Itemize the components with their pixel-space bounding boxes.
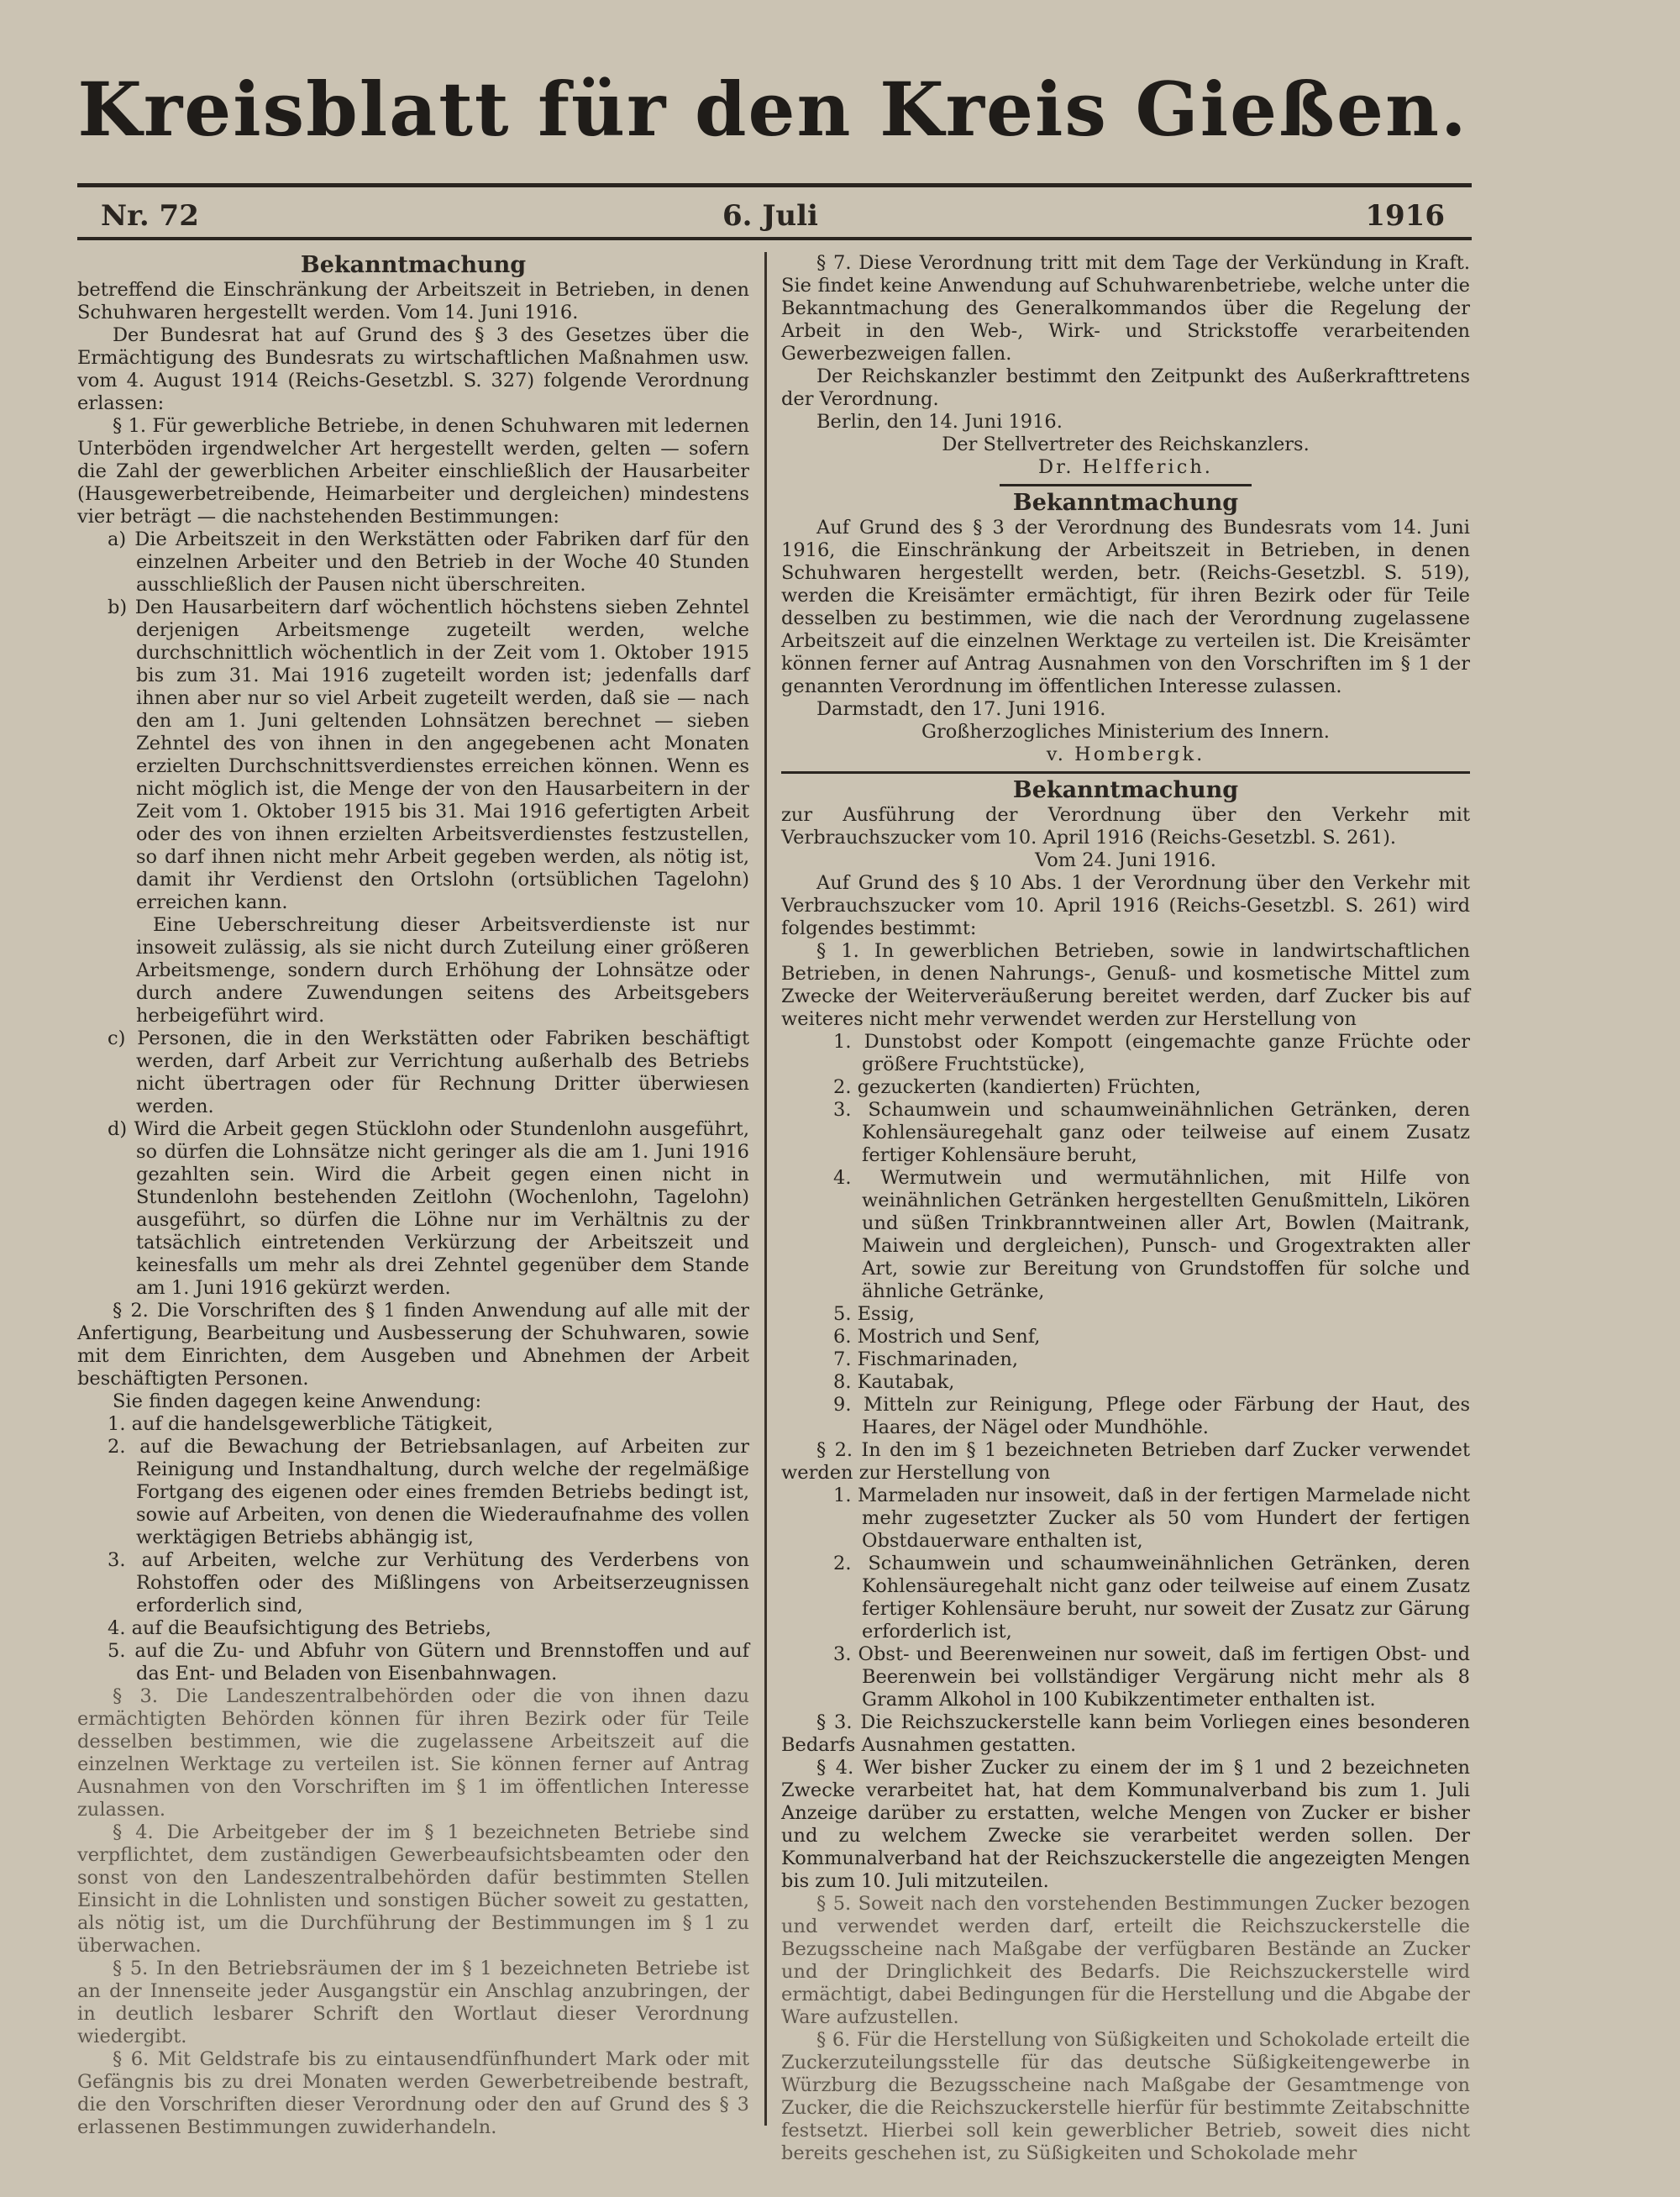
column-divider	[764, 252, 767, 2126]
section-rule	[1000, 484, 1252, 486]
list-item: 5. Essig,	[833, 1303, 915, 1325]
issue-year: 1916	[1365, 199, 1445, 233]
signature-name: Dr. Helfferich.	[1038, 456, 1213, 478]
list-item: 2. gezuckerten (kandierten) Früchten,	[833, 1076, 1201, 1098]
list-item: 3. Schaumwein und schaumweinähnlichen Getränken, deren Kohlensäuregehalt ganz oder teilweise auf einem Zusatz fertiger Kohlensäure beruht,	[833, 1099, 1470, 1166]
paragraph: § 5. Soweit nach den vorstehenden Bestimmungen Zucker bezogen und verwendet werden darf, erteilt die Reichszuckerstelle die Bezugsscheine nach Maßgabe der verfügbaren Bestände an Zucker und der Dringlichkeit des Bedarfs. Die Reichszuckerstelle wird ermächtigt, dabei Bedingungen für die Herstellung und die Abgabe der Ware aufzustellen.	[781, 1893, 1470, 2028]
paragraph: Sie finden dagegen keine Anwendung:	[113, 1390, 482, 1412]
paragraph: Der Reichskanzler bestimmt den Zeitpunkt des Außerkrafttretens der Verordnung.	[781, 365, 1470, 410]
list-item: a) Die Arbeitszeit in den Werkstätten oder Fabriken darf für den einzelnen Arbeiter und den Betrieb in der Woche 40 Stunden ausschließlich der Pausen nicht überschreiten.	[108, 528, 749, 596]
list-item: c) Personen, die in den Werkstätten oder Fabriken beschäftigt werden, darf Arbeit zur Verrichtung außerhalb des Betriebs nicht übertragen oder für Rechnung Dritter überwiesen werden.	[108, 1028, 749, 1117]
paragraph: § 7. Diese Verordnung tritt mit dem Tage der Verkündung in Kraft. Sie findet keine Anwendung auf Schuhwarenbetriebe, welche unter die Bekanntmachung des Generalkommandos über die Regelung der Arbeit in den Web-, Wirk- und Strickstoffe verarbeitenden Gewerbezweigen fallen.	[781, 252, 1470, 365]
list-item: b) Den Hausarbeitern darf wöchentlich höchstens sieben Zehntel derjenigen Arbeitsmenge zugeteilt werden, welche durchschnittlich wöchentlich in der Zeit vom 1. Oktober 1915 bis zum 31. Mai 1916 zugeteilt worden ist; jedenfalls darf ihnen aber nur so viel Arbeit zugeteilt werden, daß sie — nach den am 1. Juni geltenden Lohnsätzen berechnet — sieben Zehntel des von ihnen in den angegebenen acht Monaten erzielten Durchschnittsverdienstes erreichen können. Wenn es nicht möglich ist, die Menge der von den Hausarbeitern in der Zeit vom 1. Oktober 1915 bis 31. Mai 1916 gefertigten Arbeit oder des von ihnen erzielten Arbeitsverdienstes festzustellen, so darf ihnen nicht mehr Arbeit gegeben werden, als nötig ist, damit ihr Verdienst den Ortslohn (ortsüblichen Tagelohn) erreichen kann.	[108, 597, 749, 913]
dateline: Berlin, den 14. Juni 1916.	[816, 411, 1063, 433]
notice-date: Vom 24. Juni 1916.	[1035, 849, 1216, 871]
paragraph: § 2. Die Vorschriften des § 1 finden Anwendung auf alle mit der Anfertigung, Bearbeitung und Ausbesserung der Schuhwaren, sowie mit dem Einrichten, dem Ausgeben und Abnehmen der Arbeit beschäftigten Personen.	[77, 1300, 749, 1390]
list-item: 4. Wermutwein und wermutähnlichen, mit Hilfe von weinähnlichen Getränken hergestellten Genußmitteln, Likören und süßen Trinkbranntweinen aller Art, Bowlen (Maitrank, Maiwein und dergleichen), Punsch- und Grogextrakten aller Art, sowie zur Bereitung von Grundstoffen für solche und ähnliche Getränke,	[833, 1167, 1470, 1302]
paragraph: § 6. Für die Herstellung von Süßigkeiten und Schokolade erteilt die Zuckerzuteilungsstelle für das deutsche Süßigkeitengewerbe in Würzburg die Bezugsscheine nach Maßgabe der Gesamtmenge von Zucker, die die Reichszuckerstelle hierfür für bestimmte Zeitabschnitte festsetzt. Hierbei soll kein gewerblicher Betrieb, soweit dies nicht bereits geschehen ist, zu Süßigkeiten und Schokolade mehr	[781, 2029, 1470, 2164]
list-item: 5. auf die Zu- und Abfuhr von Gütern und Brennstoffen und auf das Ent- und Beladen von Eisenbahnwagen.	[108, 1640, 749, 1685]
list-item: 8. Kautabak,	[833, 1371, 955, 1393]
list-item: 1. Dunstobst oder Kompott (eingemachte ganze Früchte oder größere Fruchtstücke),	[833, 1031, 1470, 1075]
paragraph: § 3. Die Landeszentralbehörden oder die von ihnen dazu ermächtigten Behörden können für ihren Bezirk oder für Teile desselben bestimmen, wie die zugelassene Arbeitszeit auf die einzelnen Werktage zu verteilen ist. Sie können ferner auf Antrag Ausnahmen von den Vorschriften im § 1 im öffentlichen Interesse zulassen.	[77, 1685, 749, 1821]
list-item: 3. auf Arbeiten, welche zur Verhütung des Verderbens von Rohstoffen oder des Mißlingens von Arbeitserzeugnissen erforderlich sind,	[108, 1549, 749, 1616]
paragraph: Auf Grund des § 3 der Verordnung des Bundesrats vom 14. Juni 1916, die Einschränkung der Arbeitszeit in Betrieben, in denen Schuhwaren hergestellt werden, betr. (Reichs-Gesetzbl. S. 519), werden die Kreisämter ermächtigt, für ihren Bezirk oder für Teile desselben zu bestimmen, wie die nach der Verordnung zugelassene Arbeitszeit auf die einzelnen Werktage zu verteilen ist. Die Kreisämter können ferner auf Antrag Ausnahmen von den Vorschriften im § 1 der genannten Verordnung im öffentlichen Interesse zulassen.	[781, 517, 1470, 697]
left-column	[77, 252, 749, 2139]
issue-rule	[77, 237, 1472, 240]
notice-heading: Bekanntmachung	[1012, 777, 1239, 803]
list-item: d) Wird die Arbeit gegen Stücklohn oder Stundenlohn ausgeführt, so dürfen die Lohnsätze nicht geringer als die am 1. Juni 1916 gezahlten sein. Wird die Arbeit gegen einen nicht in Stundenlohn bestehenden Zeitlohn (Wochenlohn, Tagelohn) ausgeführt, so dürfen die Löhne nur im Verhältnis zu der tatsächlich eintretenden Verkürzung der Arbeitszeit und keinesfalls um mehr als drei Zehntel gegenüber dem Stande am 1. Juni 1916 gekürzt werden.	[108, 1118, 749, 1299]
paragraph: § 6. Mit Geldstrafe bis zu eintausendfünfhundert Mark oder mit Gefängnis bis zu drei Monaten werden Gewerbetreibende bestraft, die den Vorschriften dieser Verordnung oder den auf Grund des § 3 erlassenen Bestimmungen zuwiderhandeln.	[77, 2048, 749, 2138]
section-rule	[781, 771, 1470, 774]
list-item: 2. auf die Bewachung der Betriebsanlagen, auf Arbeiten zur Reinigung und Instandhaltung, durch welche der regelmäßige Fortgang des eigenen oder eines fremden Betriebs bedingt ist, sowie auf Arbeiten, von denen die Wiederaufnahme des vollen werktägigen Betriebs abhängig ist,	[108, 1436, 749, 1548]
list-item: 1. auf die handelsgewerbliche Tätigkeit,	[108, 1413, 494, 1435]
right-column	[781, 252, 1470, 2165]
paragraph: § 4. Die Arbeitgeber der im § 1 bezeichneten Betriebe sind verpflichtet, dem zuständigen Gewerbeaufsichtsbeamten oder den sonst von den Landeszentralbehörden dafür bestimmten Stellen Einsicht in die Lohnlisten und sonstigen Bücher soweit zu gestatten, als nötig ist, um die Durchführung der Bestimmungen im § 1 zu überwachen.	[77, 1821, 749, 1957]
issue-date: 6. Juli	[722, 199, 818, 233]
list-item: 9. Mitteln zur Reinigung, Pflege oder Färbung der Haut, des Haares, der Nägel oder Mundhöhle.	[833, 1394, 1470, 1438]
issue-number: Nr. 72	[101, 199, 199, 233]
notice-heading: Bekanntmachung	[1012, 490, 1239, 516]
notice-subtitle: betreffend die Einschränkung der Arbeitszeit in Betrieben, in denen Schuhwaren hergestellt werden. Vom 14. Juni 1916.	[77, 279, 749, 323]
masthead-title: Kreisblatt für den Kreis Gießen.	[77, 66, 1468, 153]
list-item: Eine Ueberschreitung dieser Arbeitsverdienste ist nur insoweit zulässig, als sie nicht durch Zuteilung einer größeren Arbeitsmenge, sondern durch Erhöhung der Lohnsätze oder durch andere Zuwendungen seitens des Arbeitsgebers herbeigeführt wird.	[136, 914, 749, 1027]
signature-name: v. Hombergk.	[1046, 744, 1205, 765]
paragraph: Der Bundesrat hat auf Grund des § 3 des Gesetzes über die Ermächtigung des Bundesrats zu wirtschaftlichen Maßnahmen usw. vom 4. August 1914 (Reichs-Gesetzbl. S. 327) folgende Verordnung erlassen:	[77, 324, 749, 414]
list-item: 6. Mostrich und Senf,	[833, 1326, 1041, 1348]
list-item: 7. Fischmarinaden,	[833, 1348, 1019, 1370]
signature-title: Der Stellvertreter des Reichskanzlers.	[942, 434, 1310, 455]
list-item: 4. auf die Beaufsichtigung des Betriebs,	[108, 1617, 491, 1639]
signature-title: Großherzogliches Ministerium des Innern.	[921, 721, 1330, 743]
paragraph: § 5. In den Betriebsräumen der im § 1 bezeichneten Betriebe ist an der Innenseite jeder Ausgangstür ein Anschlag anzubringen, der in deutlich lesbarer Schrift den Wortlaut dieser Verordnung wiedergibt.	[77, 1958, 749, 2047]
list-item: 2. Schaumwein und schaumweinähnlichen Getränken, deren Kohlensäuregehalt nicht ganz oder teilweise auf einem Zusatz fertiger Kohlensäure beruht, nur soweit der Zusatz zur Gärung erforderlich ist,	[833, 1553, 1470, 1642]
masthead-rule	[77, 183, 1472, 187]
paragraph: Auf Grund des § 10 Abs. 1 der Verordnung über den Verkehr mit Verbrauchszucker vom 10. April 1916 (Reichs-Gesetzbl. S. 261) wird folgendes bestimmt:	[781, 872, 1470, 939]
notice-heading: Bekanntmachung	[300, 252, 527, 278]
paragraph: § 3. Die Reichszuckerstelle kann beim Vorliegen eines besonderen Bedarfs Ausnahmen gestatten.	[781, 1711, 1470, 1756]
notice-subtitle: zur Ausführung der Verordnung über den Verkehr mit Verbrauchszucker vom 10. April 1916 (Reichs-Gesetzbl. S. 261).	[781, 804, 1470, 849]
dateline: Darmstadt, den 17. Juni 1916.	[816, 698, 1106, 720]
paragraph: § 2. In den im § 1 bezeichneten Betrieben darf Zucker verwendet werden zur Herstellung von	[781, 1439, 1470, 1484]
issue-line	[101, 195, 1445, 237]
paragraph: § 1. In gewerblichen Betrieben, sowie in landwirtschaftlichen Betrieben, in denen Nahrungs-, Genuß- und kosmetische Mittel zum Zwecke der Weiterveräußerung bereitet werden, darf Zucker bis auf weiteres nicht mehr verwendet werden zur Herstellung von	[781, 940, 1470, 1030]
list-item: 3. Obst- und Beerenweinen nur soweit, daß im fertigen Obst- und Beerenwein bei vollständiger Vergärung nicht mehr als 8 Gramm Alkohol in 100 Kubikzentimeter enthalten ist.	[833, 1643, 1470, 1711]
paragraph: § 4. Wer bisher Zucker zu einem der im § 1 und 2 bezeichneten Zwecke verarbeitet hat, hat dem Kommunalverband bis zum 1. Juli Anzeige darüber zu erstatten, welche Mengen von Zucker er bisher und zu welchem Zwecke sie verarbeitet werden sollen. Der Kommunalverband hat der Reichszuckerstelle die angezeigten Mengen bis zum 10. Juli mitzuteilen.	[781, 1757, 1470, 1892]
paragraph: § 1. Für gewerbliche Betriebe, in denen Schuhwaren mit ledernen Unterböden irgendwelcher Art hergestellt werden, gelten — sofern die Zahl der gewerblichen Arbeiter einschließlich der Hausarbeiter (Hausgewerbetreibende, Heimarbeiter und dergleichen) mindestens vier beträgt — die nachstehenden Bestimmungen:	[77, 415, 749, 528]
list-item: 1. Marmeladen nur insoweit, daß in der fertigen Marmelade nicht mehr zugesetzter Zucker als 50 vom Hundert der fertigen Obstdauerware enthalten ist,	[833, 1485, 1470, 1552]
